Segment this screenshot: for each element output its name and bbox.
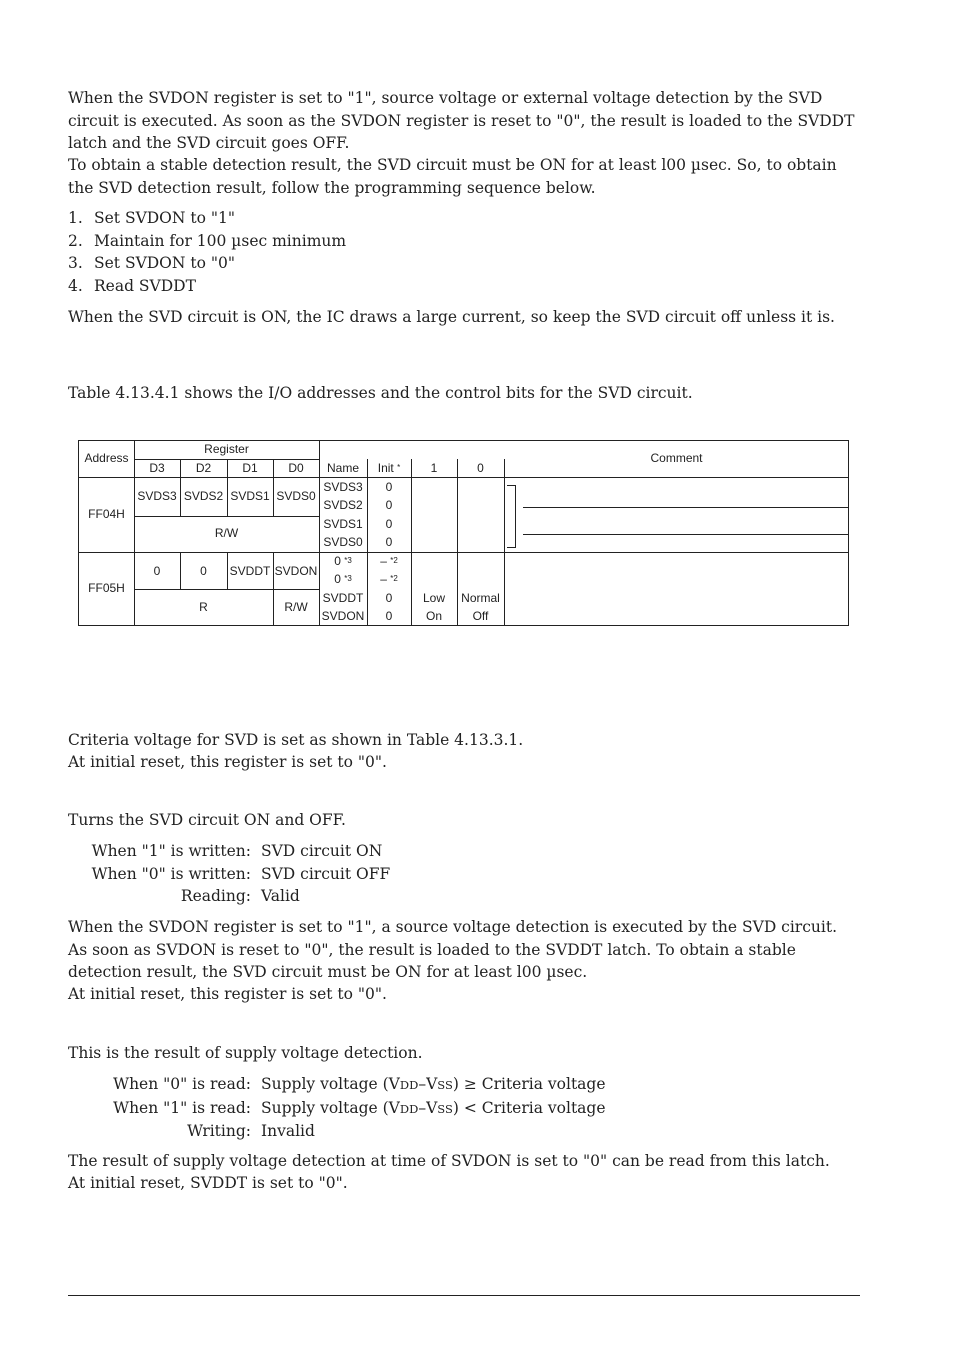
ff04-d3: SVDS3 xyxy=(137,489,177,503)
svddt-read-write-list xyxy=(68,1073,606,1143)
ff05-d1: SVDDT xyxy=(229,564,271,578)
ff04-init-1: 0 xyxy=(385,498,393,512)
header-zero: 0 xyxy=(477,461,484,475)
ff04-name-2: SVDS1 xyxy=(323,517,363,531)
ff05-init-3: 0 xyxy=(385,609,393,623)
intro-paragraph-3: When the SVD circuit is ON, the IC draws a large current, so keep the SVD circuit off unless it is. xyxy=(68,308,835,326)
ff04-d0: SVDS0 xyxy=(276,489,316,503)
header-address: Address xyxy=(84,451,129,465)
address-ff05h: FF05H xyxy=(88,581,125,595)
table-intro: Table 4.13.4.1 shows the I/O addresses and the control bits for the SVD circuit. xyxy=(68,384,693,402)
header-init: Init * xyxy=(377,461,401,475)
ff05-d3: 0 xyxy=(153,564,161,578)
svddt-paragraph-2: The result of supply voltage detection at time of SVDON is set to "0" can be read from this latch. xyxy=(68,1152,830,1170)
svdon-read-write-list xyxy=(68,840,390,908)
list-item: 3. Set SVDON to "0" xyxy=(68,254,235,272)
footer-divider xyxy=(68,1295,860,1296)
ff05-d2: 0 xyxy=(200,564,207,578)
intro-paragraph-1: When the SVDON register is set to "1", source voltage or external voltage detection by the SVD circuit is executed. As soon as the SVDON register is reset to "0", the result is loaded to the SVDDT latch and the SVD circuit goes OFF. xyxy=(68,89,855,152)
header-register: Register xyxy=(204,442,249,456)
header-name: Name xyxy=(326,461,359,475)
header-d3: D3 xyxy=(149,461,165,475)
ff04-init-0: 0 xyxy=(385,480,393,494)
header-d0: D0 xyxy=(288,461,304,475)
list-item: Reading: Valid xyxy=(180,887,300,905)
ff05-name-3: SVDON xyxy=(321,609,365,623)
ff04-d1: SVDS1 xyxy=(230,489,270,503)
ff05-r: R xyxy=(199,600,208,614)
ff05-name-0: 0 *3 xyxy=(334,554,352,568)
list-item: 4. Read SVDDT xyxy=(68,276,196,295)
svds-paragraph-2: At initial reset, this register is set to "0". xyxy=(68,753,387,771)
ff05-rw: R/W xyxy=(284,600,308,614)
ff05-d0: SVDON xyxy=(274,564,318,578)
ff05-init-2: 0 xyxy=(385,591,393,605)
intro-paragraph-2: To obtain a stable detection result, the SVD circuit must be ON for at least l00 µsec. So, to obtain the SVD detection result, follow the programming sequence below. xyxy=(68,156,837,197)
ff05-name-2: SVDDT xyxy=(322,591,364,605)
header-d1: D1 xyxy=(242,461,258,475)
address-ff04h: FF04H xyxy=(88,507,125,521)
svddt-paragraph-1: This is the result of supply voltage detection. xyxy=(68,1044,423,1062)
svddt-one: Low xyxy=(422,591,445,605)
svdon-paragraph-3: At initial reset, this register is set to "0". xyxy=(68,985,387,1003)
ff04-name-3: SVDS0 xyxy=(323,535,363,549)
ff04-name-1: SVDS2 xyxy=(323,498,363,512)
header-d2: D2 xyxy=(195,461,212,475)
svds-paragraph-1: Criteria voltage for SVD is set as shown in Table 4.13.3.1. xyxy=(68,731,524,749)
ff04-rw: R/W xyxy=(214,526,239,540)
header-comment: Comment xyxy=(650,451,703,465)
ff04-name-0: SVDS3 xyxy=(323,480,363,494)
list-item: 1. Set SVDON to "1" xyxy=(68,209,235,227)
ff05-init-0: – *2 xyxy=(380,554,398,568)
programming-sequence-list xyxy=(68,207,346,297)
ff04-d2: SVDS2 xyxy=(183,489,224,503)
svdon-zero: Off xyxy=(472,609,489,623)
svdon-paragraph-1: Turns the SVD circuit ON and OFF. xyxy=(68,811,346,829)
ff05-init-1: – *2 xyxy=(380,572,398,586)
list-item: When "0" is written: SVD circuit OFF xyxy=(91,864,391,883)
list-item: When "0" is read: Supply voltage (VDD–VSS) ≥ Criteria voltage xyxy=(113,1075,606,1093)
list-item: Writing: Invalid xyxy=(187,1122,315,1140)
ff04-init-3: 0 xyxy=(385,535,393,549)
ff05-name-1: 0 *3 xyxy=(334,572,352,586)
list-item: When "1" is written: SVD circuit ON xyxy=(91,842,383,860)
svddt-zero: Normal xyxy=(461,591,500,605)
svdon-paragraph-2: When the SVDON register is set to "1", a source voltage detection is executed by the SVD circuit. As soon as SVDON is reset to "0", the result is loaded to the SVDDT latch. To obtain a stable detection result, the SVD circuit must be ON for at least l00 µsec. xyxy=(68,918,837,981)
header-one: 1 xyxy=(430,461,438,475)
list-item: When "1" is read: Supply voltage (VDD–VSS) < Criteria voltage xyxy=(113,1098,606,1117)
list-item: 2. Maintain for 100 µsec minimum xyxy=(68,231,347,250)
ff04-init-2: 0 xyxy=(385,517,393,531)
svdon-one: On xyxy=(425,609,442,623)
svddt-paragraph-3: At initial reset, SVDDT is set to "0". xyxy=(68,1174,348,1192)
